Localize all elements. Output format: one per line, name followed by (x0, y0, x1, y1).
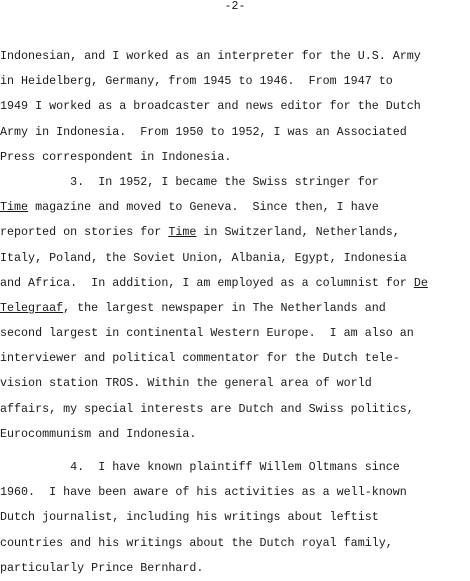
underlined-title: Time (168, 225, 197, 240)
text-segment: countries and his writings about the Dutch royal family, (0, 535, 393, 550)
text-line (0, 397, 470, 422)
text-segment: Eurocommunism and Indonesia. (0, 426, 197, 441)
text-segment: Italy, Poland, the Soviet Union, Albania, Egypt, Indonesia (0, 250, 407, 265)
text-segment: interviewer and political commentator for the Dutch tele- (0, 351, 400, 366)
text-segment: Press correspondent in Indonesia. (0, 149, 232, 164)
text-line (0, 246, 470, 271)
text-segment: second largest in continental Western Europe. I am also an (0, 326, 414, 341)
text-line (0, 531, 470, 556)
page-number: -2- (224, 0, 246, 13)
paragraph-gap (0, 447, 470, 455)
text-line (0, 145, 470, 170)
text-line (0, 170, 470, 195)
text-segment: Dutch journalist, including his writings about leftist (0, 510, 379, 525)
text-segment: 4. I have known plaintiff Willem Oltmans since (0, 460, 400, 474)
underlined-title: Time (0, 200, 29, 215)
paragraph (0, 455, 470, 581)
text-line (0, 455, 470, 480)
text-segment: Indonesian, and I worked as an interpreter for the U.S. Army (0, 49, 421, 63)
text-line (0, 556, 470, 581)
text-line (0, 480, 470, 505)
text-segment: reported on stories for (0, 225, 169, 240)
text-line (0, 321, 470, 346)
text-segment: magazine and moved to Geneva. Since then, I have (28, 200, 379, 215)
text-line (0, 346, 470, 371)
text-line (0, 371, 470, 396)
text-line (0, 69, 470, 94)
text-segment: 1949 I worked as a broadcaster and news editor for the Dutch (0, 99, 421, 114)
text-segment: and Africa. In addition, I am employed as a columnist for (0, 275, 414, 290)
paragraph (0, 44, 470, 170)
text-line (0, 195, 470, 220)
text-segment: 1960. I have been aware of his activities as a well-known (0, 485, 407, 500)
text-line (0, 296, 470, 321)
paragraph (0, 170, 470, 447)
text-segment: affairs, my special interests are Dutch and Swiss politics, (0, 401, 414, 416)
text-line (0, 120, 470, 145)
text-line (0, 271, 470, 296)
underlined-title: Telegraaf (0, 300, 64, 315)
text-segment: in Heidelberg, Germany, from 1945 to 1946. From 1947 to (0, 74, 393, 89)
text-line (0, 220, 470, 245)
document-body (0, 44, 470, 581)
text-segment: 3. In 1952, I became the Swiss stringer for (0, 174, 379, 189)
underlined-title: De (413, 275, 428, 290)
text-line (0, 422, 470, 447)
text-segment: , the largest newspaper in The Netherlands and (63, 300, 386, 315)
text-segment: in Switzerland, Netherlands, (196, 225, 400, 240)
text-line (0, 94, 470, 119)
text-line (0, 44, 470, 69)
text-segment: Army in Indonesia. From 1950 to 1952, I was an Associated (0, 124, 407, 139)
text-line (0, 505, 470, 530)
text-segment: particularly Prince Bernhard. (0, 560, 204, 575)
text-segment: vision station TROS. Within the general area of world (0, 376, 372, 391)
